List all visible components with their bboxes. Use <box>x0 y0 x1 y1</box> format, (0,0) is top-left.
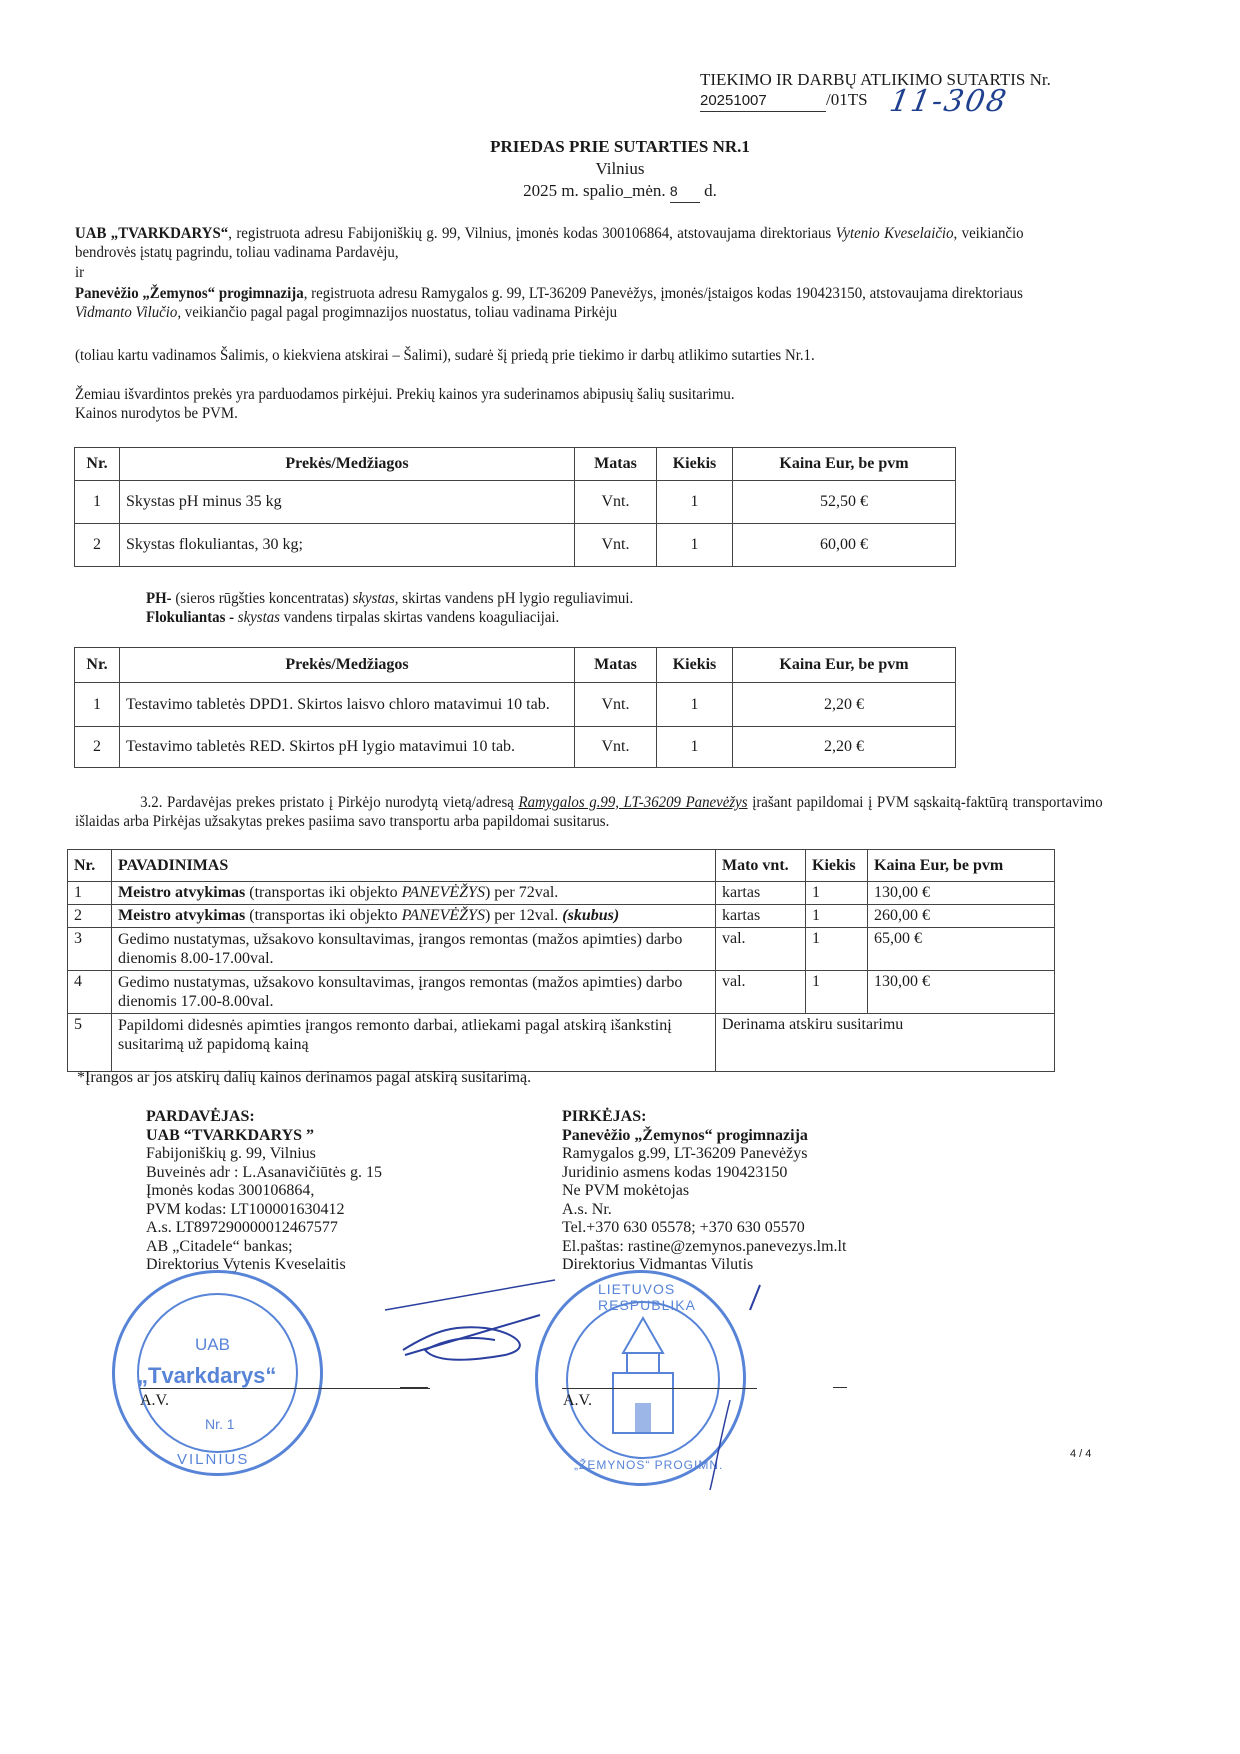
seller-details: PARDAVĖJAS: UAB “TVARKDARYS ” Fabijoniškių g. 99, Vilnius Buveinės adr : L.Asanavičiūtės g. 15 Įmonės kodas 300106864, PVM kodas: LT100001630412 A.s. LT897290000012467577 AB „Citadele“ bankas; Direktorius Vytenis Kveselaitis <box>146 1108 382 1273</box>
seller-stamp: UAB „Tvarkdarys“ Nr. 1 VILNIUS <box>112 1270 323 1476</box>
seller-name: UAB “TVARKDARYS ” <box>146 1126 315 1144</box>
buyer-av: A.V. <box>563 1392 593 1409</box>
products-table-2 <box>74 647 956 768</box>
tower-emblem-icon <box>603 1313 683 1438</box>
contract-number: 20251007 <box>700 91 826 112</box>
date-day: 8 <box>670 180 700 203</box>
annex-title-block <box>0 136 1240 203</box>
annex-date: 2025 m. spalio_mėn. 8 d. <box>0 180 1240 203</box>
annex-city: Vilnius <box>595 159 645 178</box>
seller-label: PARDAVĖJAS: <box>146 1108 255 1125</box>
annex-heading: PRIEDAS PRIE SUTARTIES NR.1 <box>490 137 750 156</box>
delivery-clause: 3.2. Pardavėjas prekes pristato į Pirkėjo nurodytą vietą/adresą Ramygalos g.99, LT-36209 Panevėžys įrašant papildomai į PVM sąskaitą-faktūrą transportavimo išlaidas arba Pirkėjas užsakytas prekes pasiima savo transportu arba papildomai susitarus. <box>75 794 1103 830</box>
table-row: 2 Meistro atvykimas (transportas iki objekto PANEVĖŽYS) per 12val. (skubus) kartas 1 260,00 € <box>68 905 1055 928</box>
table-header-row: Nr. Prekės/Medžiagos Matas Kiekis Kaina Eur, be pvm <box>75 648 956 683</box>
table-row: 1 Meistro atvykimas (transportas iki objekto PANEVĖŽYS) per 72val. kartas 1 130,00 € <box>68 882 1055 905</box>
handwritten-registration-number: 11-308 <box>886 84 1011 119</box>
seller-signature-line <box>140 1388 430 1389</box>
contract-title: TIEKIMO IR DARBŲ ATLIKIMO SUTARTIS Nr. <box>700 70 1051 89</box>
page-number: 4 / 4 <box>1070 1448 1092 1460</box>
seller-party-paragraph: UAB „TVARKDARYS“, registruota adresu Fabijoniškių g. 99, Vilnius, įmonės kodas 300106864, atstovaujama direktoriaus Vytenio Kveselaičio, veikiančio bendrovės įstatų pagrindu, toliau vadinama Pardavėju, <box>75 225 1024 261</box>
table-row: 5 Papildomi didesnės apimties įrangos remonto darbai, atliekami pagal atskirą išankstinį susitarimą už papidomą kainą Derinama atskiru susitarimu <box>68 1014 1055 1072</box>
intro-line-2: Kainos nurodytos be PVM. <box>75 405 238 422</box>
table-row: 1 Testavimo tabletės DPD1. Skirtos laisvo chloro matavimui 10 tab. Vnt. 1 2,20 € <box>75 683 956 727</box>
seller-signature <box>395 1310 545 1370</box>
contract-suffix: /01TS <box>826 90 868 109</box>
products-table-1 <box>74 447 956 567</box>
delivery-address: Ramygalos g.99, LT-36209 Panevėžys <box>518 794 748 811</box>
table-row: 2 Testavimo tabletės RED. Skirtos pH lygio matavimui 10 tab. Vnt. 1 2,20 € <box>75 727 956 768</box>
table-header-row: Nr. Prekės/Medžiagos Matas Kiekis Kaina Eur, be pvm <box>75 448 956 481</box>
connector-ir: ir <box>75 264 85 281</box>
buyer-stamp: LIETUVOS RESPUBLIKA „ŽEMYNOS“ PROGIMN. <box>535 1270 746 1486</box>
table-row: 2 Skystas flokuliantas, 30 kg; Vnt. 1 60,00 € <box>75 524 956 567</box>
ph-definition: PH- (sieros rūgšties koncentratas) skystas, skirtas vandens pH lygio reguliavimui. <box>146 590 634 607</box>
seller-av: A.V. <box>140 1392 170 1409</box>
buyer-label: PIRKĖJAS: <box>562 1108 647 1125</box>
intro-line-1: Žemiau išvardintos prekės yra parduodamos pirkėjui. Prekių kainos yra suderinamos abipusių šalių susitarimu. <box>75 386 735 403</box>
footnote: *Įrangos ar jos atskirų dalių kainos derinamos pagal atskirą susitarimą. <box>77 1069 532 1086</box>
buyer-name: Panevėžio „Žemynos“ progimnazija <box>562 1126 808 1144</box>
table-header-row: Nr. PAVADINIMAS Mato vnt. Kiekis Kaina Eur, be pvm <box>68 850 1055 882</box>
parties-together: (toliau kartu vadinamos Šalimis, o kiekviena atskirai – Šalimi), sudarė šį priedą prie tiekimo ir darbų atlikimo sutarties Nr.1. <box>75 347 815 364</box>
buyer-party-paragraph: Panevėžio „Žemynos“ progimnazija, registruota adresu Ramygalos g. 99, LT-36209 Panevėžys, įmonės/įstaigos kodas 190423150, atstovaujama direktoriaus Vidmanto Vilučio, veikiančio pagal pagal progimnazijos nuostatus, toliau vadinama Pirkėju <box>75 285 1023 321</box>
buyer-signature <box>690 1280 840 1500</box>
buyer-details: PIRKĖJAS: Panevėžio „Žemynos“ progimnazija Ramygalos g.99, LT-36209 Panevėžys Juridinio asmens kodas 190423150 Ne PVM mokėtojas A.s. Nr. Tel.+370 630 05578; +370 630 05570 El.paštas: rastine@zemynos.panevezys.lm.lt Direktorius Vidmantas Vilutis <box>562 1108 847 1273</box>
table-row: 1 Skystas pH minus 35 kg Vnt. 1 52,50 € <box>75 481 956 524</box>
table-row: 4 Gedimo nustatymas, užsakovo konsultavimas, įrangos remontas (mažos apimties) darbo dienomis 17.00-8.00val. val. 1 130,00 € <box>68 971 1055 1014</box>
flocculant-definition: Flokuliantas - skystas vandens tirpalas skirtas vandens koaguliacijai. <box>146 609 560 626</box>
services-table <box>67 849 1055 1072</box>
table-row: 3 Gedimo nustatymas, užsakovo konsultavimas, įrangos remontas (mažos apimties) darbo dienomis 8.00-17.00val. val. 1 65,00 € <box>68 928 1055 971</box>
